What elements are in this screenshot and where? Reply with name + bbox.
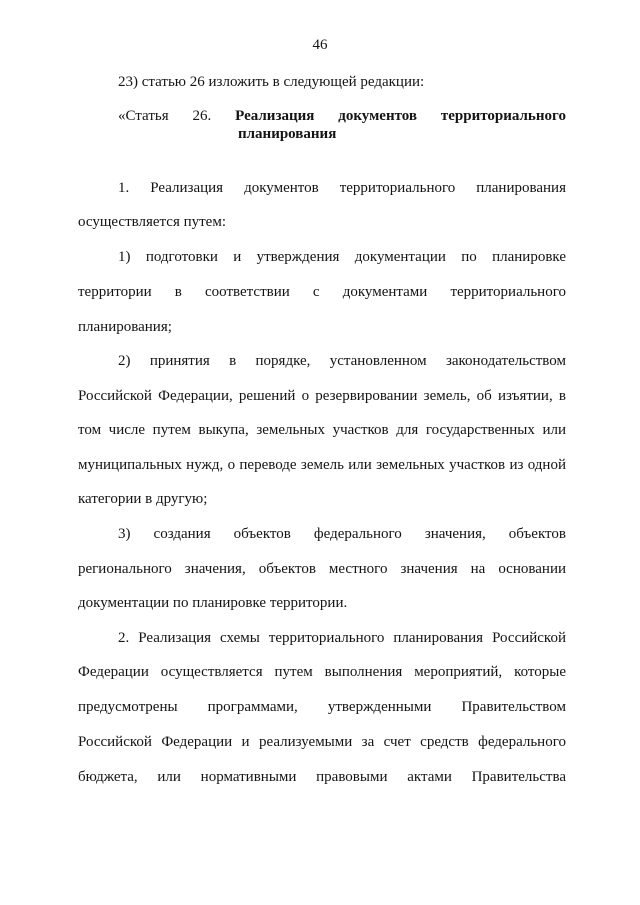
item1-line2: территории в соответствии с документами территориального bbox=[78, 284, 566, 300]
item3-line1: 3) создания объектов федерального значения, объектов bbox=[118, 526, 566, 542]
article-title-word-3: территориального bbox=[440, 108, 566, 124]
para1-line1: 1. Реализация документов территориального планирования bbox=[118, 180, 566, 196]
item2-line5: категории в другую; bbox=[78, 491, 208, 507]
article-title-word-1: Реализация bbox=[235, 108, 315, 124]
article-number: 26. bbox=[192, 108, 212, 124]
item2-line4: муниципальных нужд, о переводе земель или земельных участков из одной bbox=[78, 457, 566, 473]
intro-line: 23) статью 26 изложить в следующей редакции: bbox=[118, 74, 425, 90]
article-word: «Статья bbox=[118, 108, 169, 124]
para2-line4: Российской Федерации и реализуемыми за счет средств федерального bbox=[78, 734, 566, 750]
page-number: 46 bbox=[312, 37, 328, 53]
item2-line3: том числе путем выкупа, земельных участков для государственных или bbox=[78, 422, 566, 438]
item2-line2: Российской Федерации, решений о резервировании земель, об изъятии, в bbox=[78, 388, 566, 404]
article-title-line-2: планирования bbox=[238, 126, 337, 142]
item2-line1: 2) принятия в порядке, установленном законодательством bbox=[118, 353, 566, 369]
para2-line3: предусмотрены программами, утвержденными Правительством bbox=[78, 699, 566, 715]
para1-line2: осуществляется путем: bbox=[78, 214, 227, 230]
item1-line3: планирования; bbox=[78, 319, 172, 335]
item3-line2: регионального значения, объектов местного значения на основании bbox=[78, 561, 566, 577]
para2-line2: Федерации осуществляется путем выполнения мероприятий, которые bbox=[78, 664, 566, 680]
para2-line1: 2. Реализация схемы территориального планирования Российской bbox=[118, 630, 566, 646]
para2-line5: бюджета, или нормативными правовыми актами Правительства bbox=[78, 769, 566, 785]
item1-line1: 1) подготовки и утверждения документации по планировке bbox=[118, 249, 566, 265]
item3-line3: документации по планировке территории. bbox=[78, 595, 348, 611]
article-heading bbox=[118, 107, 566, 143]
article-title-word-2: документов bbox=[338, 108, 417, 124]
